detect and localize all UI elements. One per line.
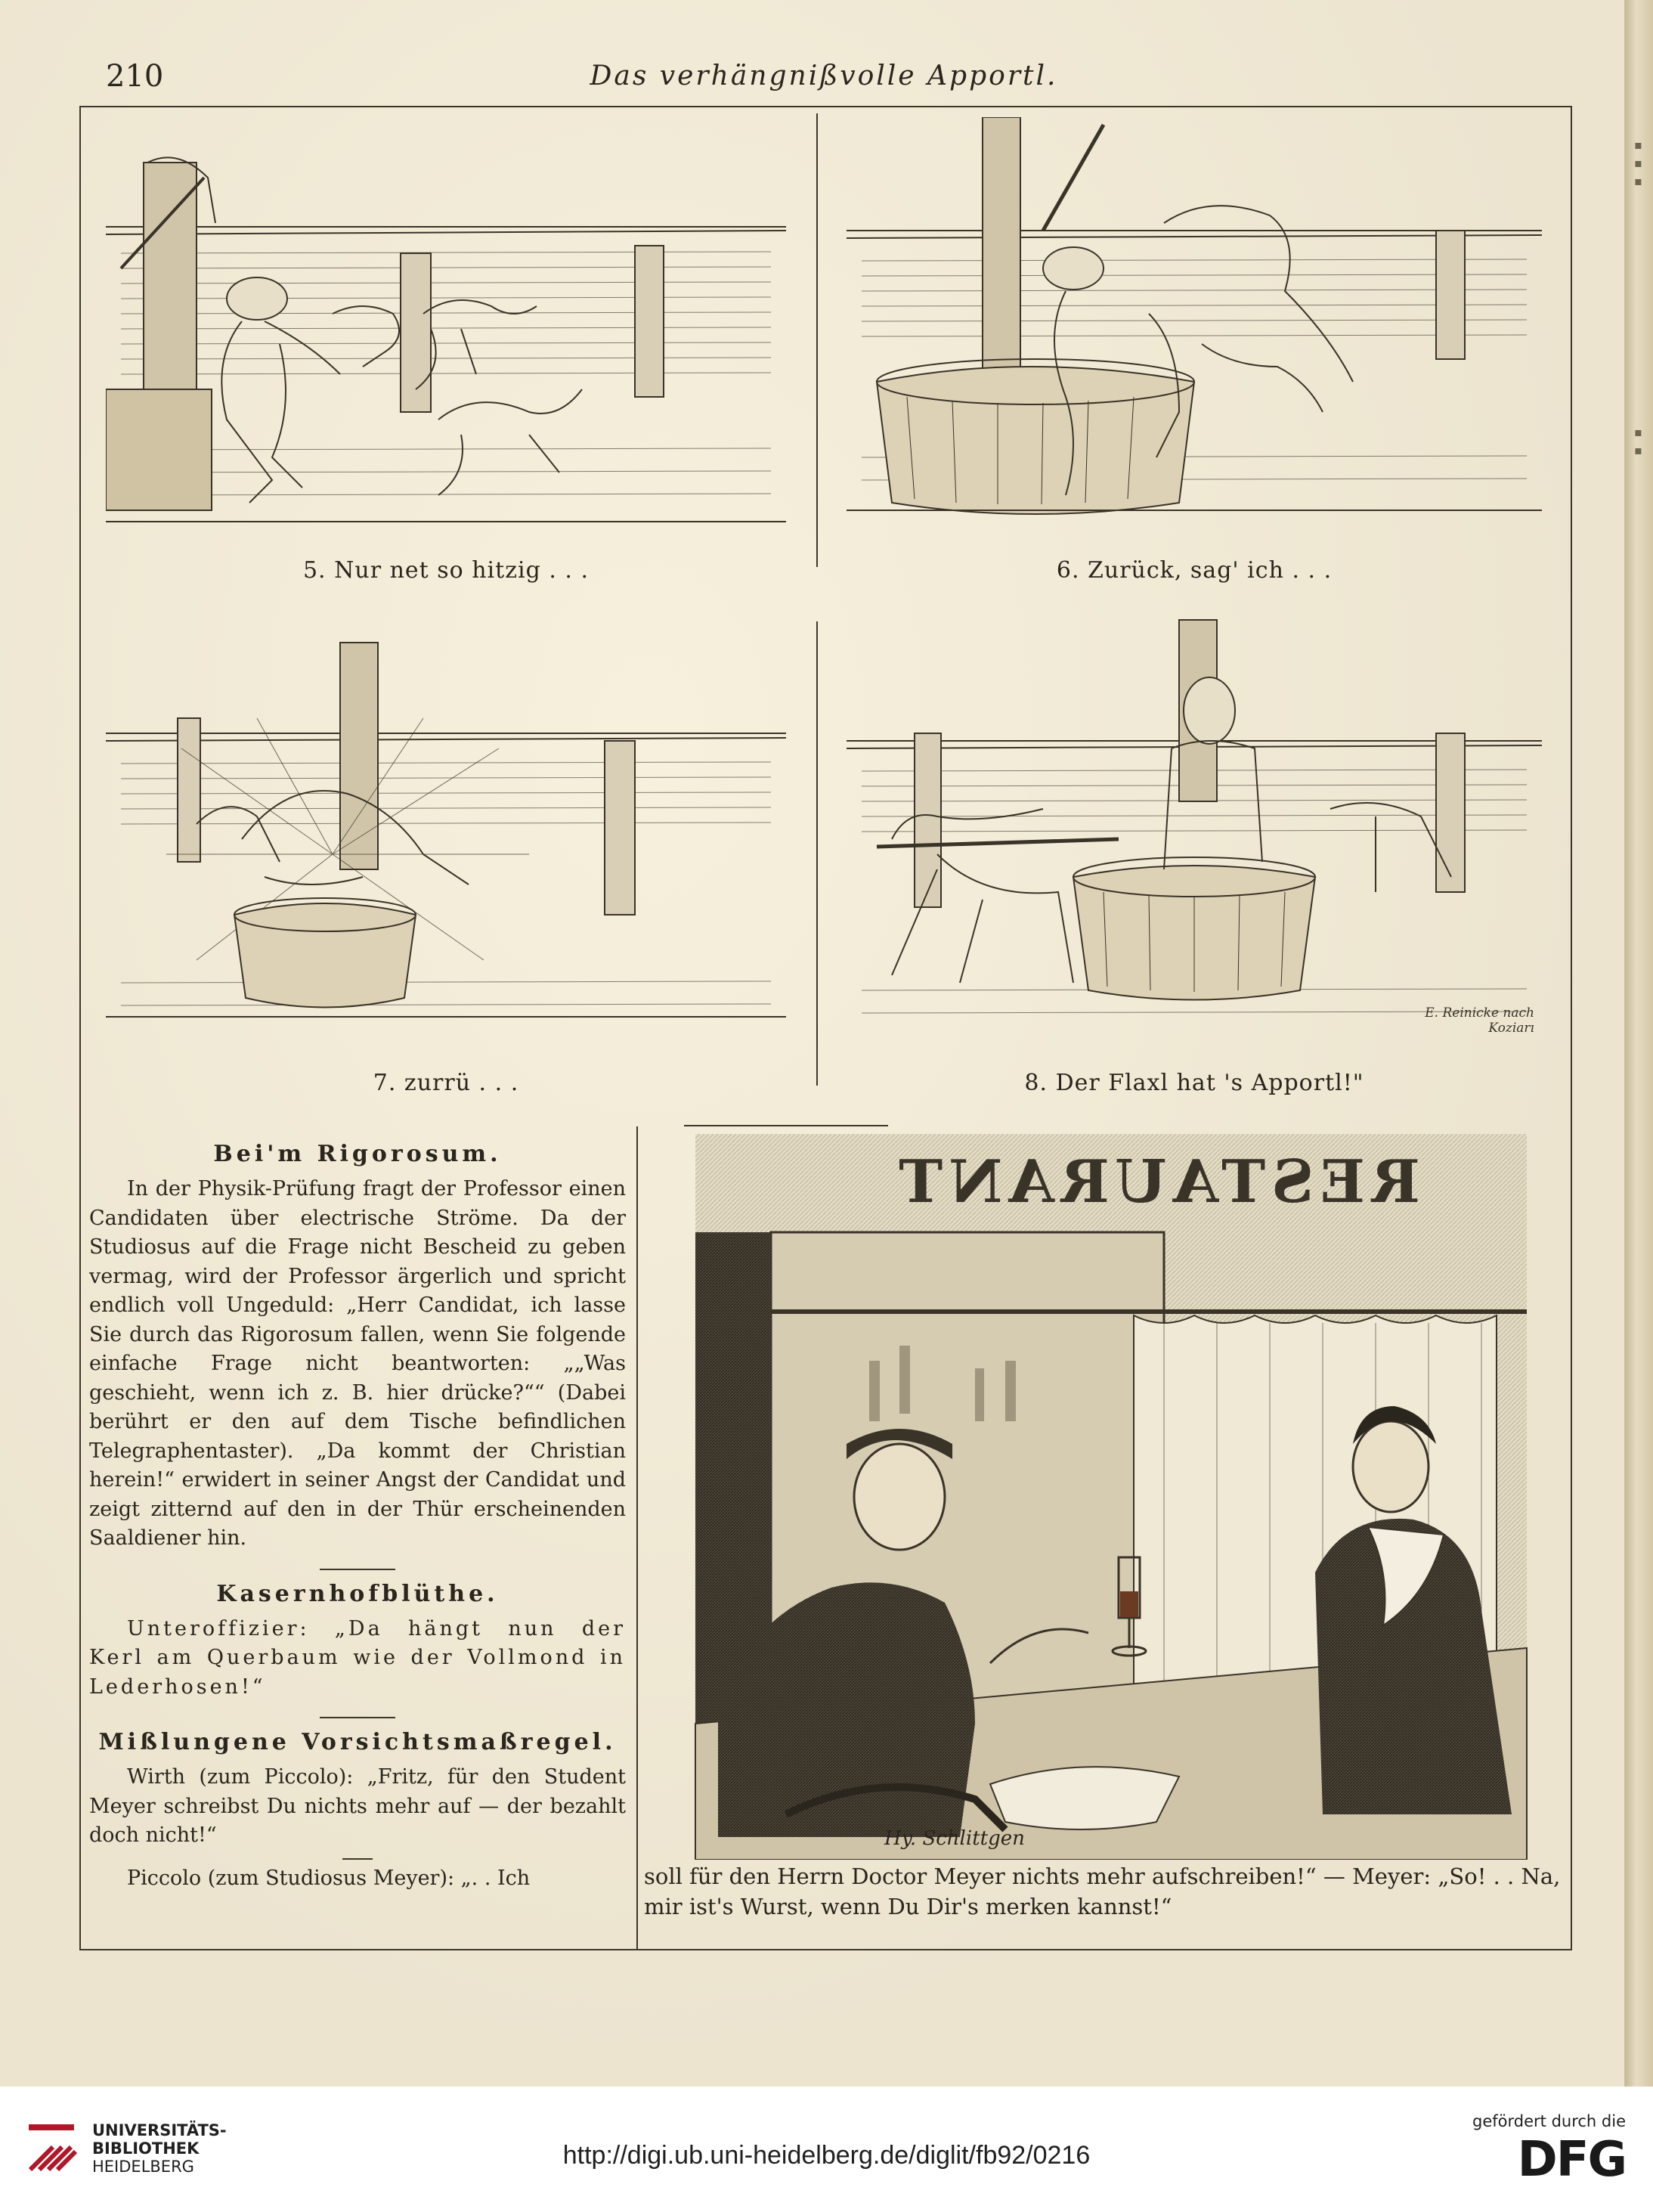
- artist-signature: E. Reinicke nach Koziarı: [1425, 1005, 1534, 1036]
- panel-divider-vertical-middle: [816, 621, 818, 1086]
- panel-divider-vertical-top: [816, 113, 818, 567]
- column-divider: [636, 1126, 638, 1950]
- heading-rigorosum: Bei'm Rigorosum.: [213, 1141, 502, 1167]
- comic-panel-7: [106, 627, 786, 1051]
- page-title: Das verhängnißvolle Apportl.: [590, 60, 1058, 91]
- text-column: [89, 1130, 626, 1893]
- heading-kasernhofbluethe: Kasernhofblüthe.: [216, 1580, 499, 1607]
- dfg-logo[interactable]: DFG: [1517, 2132, 1626, 2188]
- panel-7-illustration: [106, 627, 786, 1051]
- panel-6-illustration: [847, 117, 1542, 544]
- institution-line-3: HEIDELBERG: [92, 2158, 194, 2176]
- separator-rule: [320, 1717, 395, 1718]
- next-page-edge: [1625, 0, 1653, 2087]
- separator-rule: [342, 1858, 373, 1860]
- heading-vorsichtsmassregel: Mißlungene Vorsichtsmaßregel.: [98, 1729, 617, 1755]
- restaurant-illustration: [673, 1134, 1534, 1860]
- panel-6-caption: 6. Zurück, sag' ich . . .: [1056, 557, 1333, 584]
- engraving-signature: Hy. Schlittgen: [884, 1827, 1025, 1850]
- comic-panel-6: [847, 117, 1542, 544]
- panel-7-caption: 7. zurrü . . .: [373, 1070, 519, 1096]
- panel-5-caption: 5. Nur net so hitzig . . .: [302, 557, 590, 584]
- adjacent-page-fragment: ▪ ▪: [1634, 425, 1642, 457]
- page-number: 210: [106, 59, 164, 94]
- viewer-footer: [0, 2087, 1653, 2212]
- paragraph-wirth: Wirth (zum Piccolo): „Fritz, für den Student Meyer schreibst Du nichts mehr auf — der bezahlt doch nicht!“: [89, 1765, 626, 1847]
- institution-line-1: UNIVERSITÄTS-: [92, 2121, 227, 2139]
- paragraph-kasernhofbluethe: Unteroffizier: „Da hängt nun der Kerl am Querbaum wie der Vollmond in Lederhosen!“: [89, 1616, 626, 1699]
- panel-8-illustration: [847, 612, 1542, 1051]
- window-sign-mirrored: RESTAURANT: [893, 1148, 1420, 1216]
- comic-panel-5: [106, 147, 786, 544]
- paragraph-rigorosum: In der Physik-Prüfung fragt der Professor einen Candidaten über electrische Ströme. Da der Studiosus auf die Frage nicht Bescheid zu geben vermag, wird der Professor ärgerlich und spricht endlich voll Ungeduld: „Herr Candidat, ich lasse Sie durch das Rigorosum fallen, wenn Sie folgende einfache Frage nicht beantworten: „„Was geschieht, wenn ich z. B. hier drücke?““ (Dabei berührt er den auf dem Tische befindlichen Telegraphentaster). „Da kommt der Christian herein!“ erwidert in seiner Angst der Candidat und zeigt zitternd auf den in der Thür erscheinenden Saaldiener hin.: [89, 1177, 626, 1550]
- panel-5-illustration: [106, 147, 786, 544]
- adjacent-page-fragment: ▪ ▪ ▪: [1634, 138, 1642, 188]
- paragraph-piccolo: Piccolo (zum Studiosus Meyer): „. . Ich: [127, 1866, 531, 1890]
- restaurant-engraving: [673, 1134, 1534, 1890]
- panel-8-caption: 8. Der Flaxl hat 's Apportl!": [1024, 1070, 1364, 1096]
- sponsor-label: gefördert durch die: [1472, 2112, 1626, 2130]
- comic-panel-8: [847, 612, 1542, 1051]
- institution-line-2: BIBLIOTHEK: [92, 2139, 200, 2158]
- separator-rule: [320, 1569, 395, 1570]
- section-divider: [684, 1125, 888, 1126]
- restaurant-caption: soll für den Herrn Doctor Meyer nichts mehr aufschreiben!“ — Meyer: „So! . . Na, mir ist's Wurst, wenn Du Dir's merken kannst!“: [644, 1863, 1561, 1919]
- permalink-url[interactable]: http://digi.ub.uni-heidelberg.de/diglit/fb92/0216: [562, 2141, 1091, 2170]
- running-head: [83, 59, 1565, 97]
